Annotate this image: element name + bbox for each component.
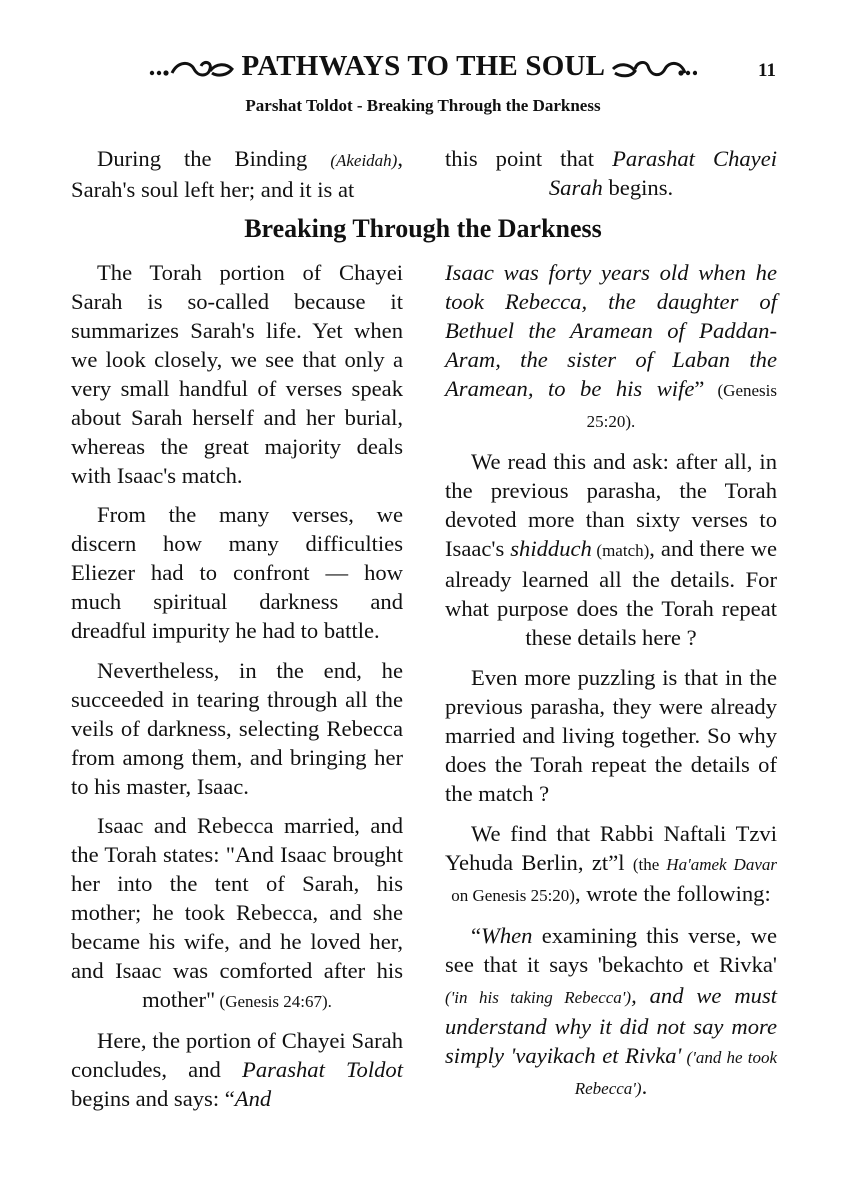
page-number: 11	[758, 60, 776, 81]
intro-paragraph-left: During the Binding (Akeidah), Sarah's soul left her; and it is at	[71, 146, 403, 202]
right-column	[445, 258, 777, 1103]
paragraph: “When examining this verse, we see that it says 'bekachto et Rivka' ('in his taking Rebecca'), and we must understand why it did not say more simply 'vayikach et Rivka' ('and he took Rebecca').	[445, 923, 778, 1099]
paragraph: Isaac and Rebecca married, and the Torah states: "And Isaac brought her into the tent of Sarah, his mother; he took Rebecca, and she became his wife, and he loved her, and Isaac was comforted after his mother" (Genesis 24:67).	[71, 813, 403, 1012]
paragraph: Here, the portion of Chayei Sarah concludes, and Parashat Toldot begins and says: “And	[71, 1028, 403, 1111]
paragraph: We read this and ask: after all, in the previous parasha, the Torah devoted more than sixty verses to Isaac's shidduch (match), and there we already learned all the details. For what purpose does the Torah repeat these details here ?	[445, 449, 778, 650]
header-title-block	[130, 50, 715, 83]
header-subtitle: Parshat Toldot - Breaking Through the Darkness	[245, 96, 601, 115]
paragraph: The Torah portion of Chayei Sarah is so-called because it summarizes Sarah's life. Yet when we look closely, we see that only a very small handful of verses speak about Sarah herself and her burial, whereas the great majority deals with Isaac's match.	[71, 260, 403, 488]
running-header	[0, 50, 846, 90]
intro-left	[71, 144, 403, 204]
quoted-verse: Isaac was forty years old when he took Rebecca, the daughter of Bethuel the Aramean of Paddan-Aram, the sister of Laban the Aramean, to be his wife” (Genesis 25:20).	[445, 260, 778, 431]
left-column	[71, 258, 403, 1113]
paragraph: From the many verses, we discern how many difficulties Eliezer had to confront — how much spiritual darkness and dreadful impurity he had to battle.	[71, 502, 403, 643]
intro-paragraph-right: this point that Parashat Chayei Sarah begins.	[445, 146, 778, 200]
paragraph: Nevertheless, in the end, he succeeded in tearing through all the veils of darkness, selecting Rebecca from among them, and bringing her to his master, Isaac.	[71, 658, 403, 799]
header-title: PATHWAYS TO THE SOUL	[241, 50, 604, 82]
paragraph: We find that Rabbi Naftali Tzvi Yehuda Berlin, zt”l (the Ha'amek Davar on Genesis 25:20), wrote the following:	[445, 821, 777, 906]
right-ornament-icon	[611, 57, 697, 79]
left-ornament-icon	[148, 57, 234, 79]
intro-right	[445, 144, 777, 202]
paragraph: Even more puzzling is that in the previous parasha, they were already married and living together. So why does the Torah repeat the details of the match ?	[445, 665, 777, 806]
section-heading: Breaking Through the Darkness	[244, 214, 602, 243]
